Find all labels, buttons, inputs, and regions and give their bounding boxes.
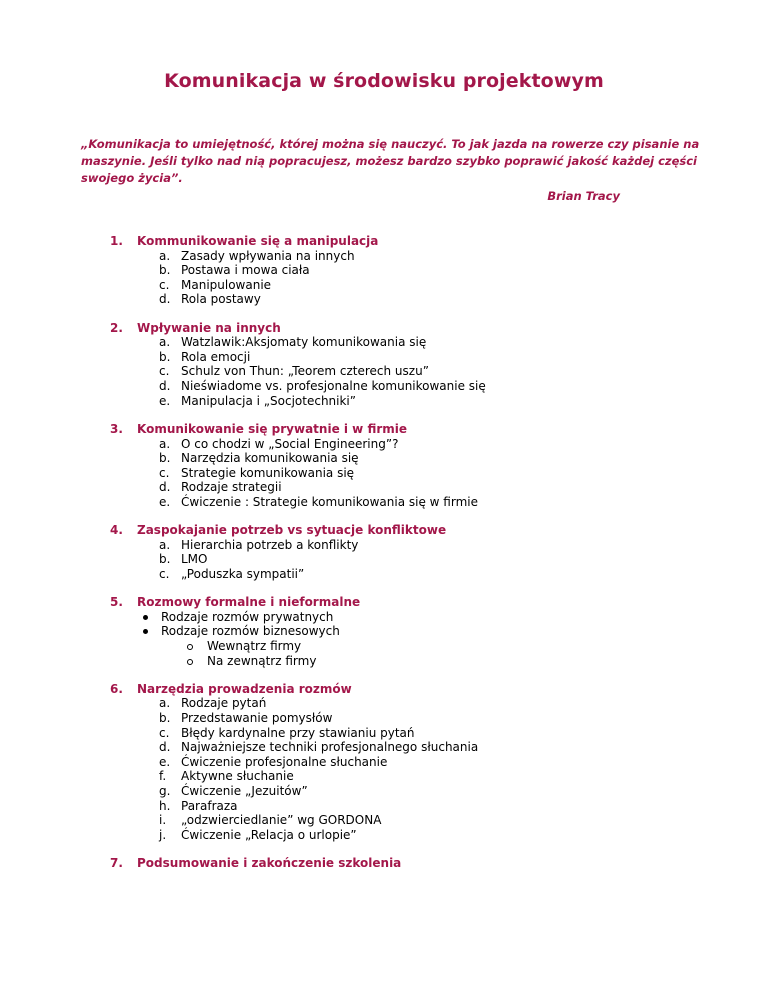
course-outline [110,234,710,884]
list-item: d. Nieświadome vs. profesjonalne komunikowanie się [159,379,486,394]
list-item: e. Ćwiczenie : Strategie komunikowania się w firmie [159,494,478,509]
circle-bullet-icon [187,644,193,650]
section-heading: Komunikowanie się prywatnie i w firmie [137,421,408,436]
list-item: c. Schulz von Thun: „Teorem czterech uszu” [159,364,429,379]
section-heading: Rozmowy formalne i nieformalne [137,595,361,610]
outline-section-2 [110,321,710,409]
quote-author: Brian Tracy [547,189,620,203]
list-item: b. LMO [159,552,208,567]
list-item: d. Rola postawy [159,292,261,307]
list-item: a. O co chodzi w „Social Engineering”? [159,436,399,451]
list-item: j. Ćwiczenie „Relacja o urlopie” [159,827,357,842]
bullet-icon [143,615,148,620]
bullet-icon [143,629,148,634]
page-title: Komunikacja w środowisku projektowym [164,70,604,92]
outline-section-3 [110,422,710,510]
list-item: h. Parafraza [159,798,238,813]
list-item: b. Przedstawanie pomysłów [159,711,333,726]
outline-section-4 [110,523,710,581]
list-item: d. Rodzaje strategii [159,480,282,495]
list-item: g. Ćwiczenie „Jezuitów” [159,784,308,799]
section-number: 3. [110,421,123,436]
list-item: b. Postawa i mowa ciała [159,263,310,278]
section-number: 1. [110,234,123,248]
list-item: a. Zasady wpływania na innych [159,248,355,263]
section-heading: Zaspokajanie potrzeb vs sytuacje konfliktowe [137,523,447,538]
outline-section-1 [110,234,710,307]
section-number: 6. [110,681,123,696]
circle-bullet-icon [187,659,193,665]
list-item: c. „Poduszka sympatii” [159,566,305,581]
section-number: 5. [110,595,123,610]
section-heading: Kommunikowanie się a manipulacja [137,234,379,248]
outline-section-5 [110,595,710,668]
list-item: c. Strategie komunikowania się [159,465,355,480]
list-item: a. Hierarchia potrzeb a konflikty [159,537,359,552]
outline-section-7 [110,856,710,871]
list-item: c. Manipulowanie [159,277,272,292]
section-number: 7. [110,856,123,871]
outline-section-6 [110,682,710,843]
list-item: a. Rodzaje pytań [159,696,267,711]
list-item: e. Manipulacja i „Socjotechniki” [159,393,356,408]
list-item: e. Ćwiczenie profesjonalne słuchanie [159,754,388,769]
list-item: a. Watzlawik:Aksjomaty komunikowania się [159,335,427,350]
bullet-item: Rodzaje rozmów prywatnych [110,610,710,625]
section-number: 2. [110,320,123,335]
list-item: c. Błędy kardynalne przy stawianiu pytań [159,725,415,740]
section-heading: Podsumowanie i zakończenie szkolenia [137,856,402,871]
list-item: b. Rola emocji [159,349,251,364]
list-item: b. Narzędzia komunikowania się [159,451,359,466]
sub-bullet-item: Na zewnątrz firmy [110,654,710,669]
sub-bullet-item: Wewnątrz firmy [110,639,710,654]
list-item: f. Aktywne słuchanie [159,769,294,784]
list-item: d. Najważniejsze techniki profesjonalnego słuchania [159,740,479,755]
section-heading: Wpływanie na innych [137,320,281,335]
bullet-item: Rodzaje rozmów biznesowych [110,624,710,639]
section-heading: Narzędzia prowadzenia rozmów [137,681,352,696]
quote-text: „Komunikacja to umiejętność, której można się nauczyć. To jak jazda na rowerze czy pisanie na maszynie. Jeśli tylko nad nią popracujesz, możesz bardzo szybko poprawić jakość każdej części swojego życia”. [81,137,700,185]
section-number: 4. [110,523,123,538]
list-item: i. „odzwierciedlanie” wg GORDONA [159,813,382,828]
